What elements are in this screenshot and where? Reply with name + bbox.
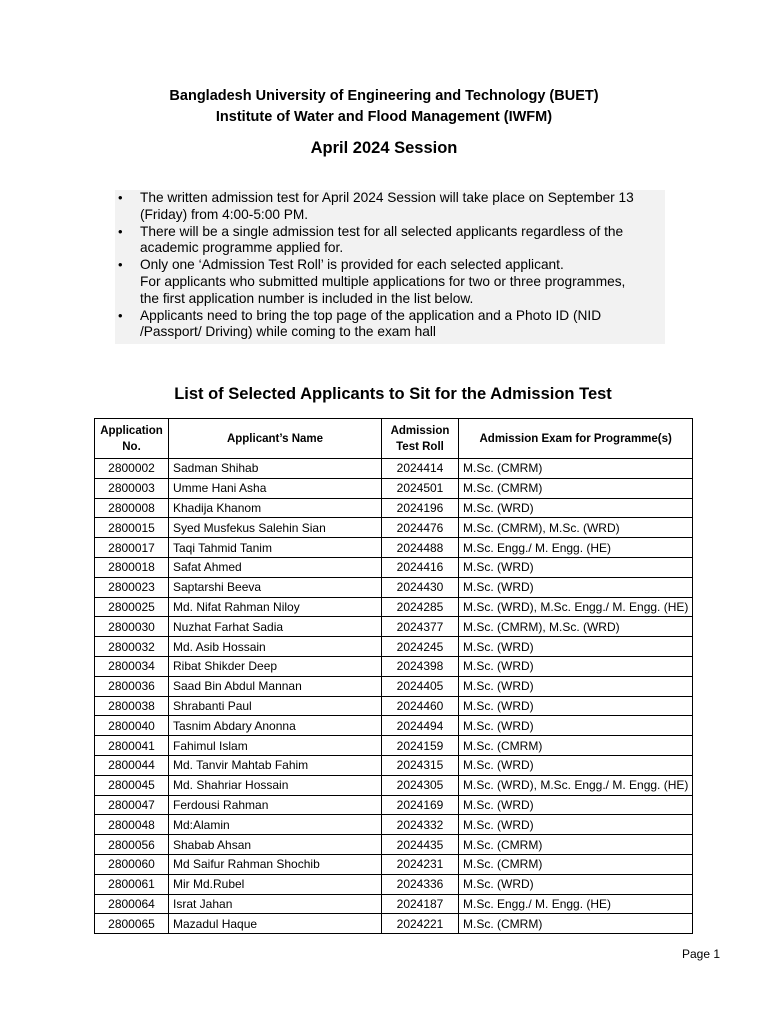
applicant-name-cell: Saptarshi Beeva — [169, 577, 382, 597]
test-roll-cell: 2024414 — [382, 459, 459, 479]
applicant-name-cell: Israt Jahan — [169, 894, 382, 914]
table-row — [95, 538, 693, 558]
programme-cell: M.Sc. Engg./ M. Engg. (HE) — [459, 538, 693, 558]
applicant-name-cell: Md. Tanvir Mahtab Fahim — [169, 755, 382, 775]
table-row — [95, 894, 693, 914]
table-row — [95, 874, 693, 894]
notice-item — [115, 224, 665, 258]
programme-cell: M.Sc. (WRD) — [459, 676, 693, 696]
institute-name: Institute of Water and Flood Management (IWFM) — [215, 109, 553, 125]
applicant-name-cell: Shrabanti Paul — [169, 696, 382, 716]
list-title: List of Selected Applicants to Sit for the Admission Test — [174, 385, 612, 403]
applicant-name-cell: Tasnim Abdary Anonna — [169, 716, 382, 736]
application-no-cell: 2800023 — [95, 577, 169, 597]
test-roll-cell: 2024460 — [382, 696, 459, 716]
test-roll-cell: 2024332 — [382, 815, 459, 835]
table-row — [95, 478, 693, 498]
header-application-no — [95, 419, 169, 459]
application-no-cell: 2800040 — [95, 716, 169, 736]
table-row — [95, 676, 693, 696]
applicant-name-cell: Syed Musfekus Salehin Sian — [169, 518, 382, 538]
table-row — [95, 617, 693, 637]
notice-box — [115, 190, 665, 344]
bullet-icon: • — [118, 307, 123, 323]
programme-cell: M.Sc. (WRD) — [459, 498, 693, 518]
application-no-cell: 2800018 — [95, 557, 169, 577]
programme-cell: M.Sc. (CMRM) — [459, 459, 693, 479]
programme-cell: M.Sc. (CMRM) — [459, 835, 693, 855]
applicant-name-cell: Safat Ahmed — [169, 557, 382, 577]
page-number: Page 1 — [682, 947, 721, 961]
application-no-cell: 2800061 — [95, 874, 169, 894]
programme-cell: M.Sc. (CMRM) — [459, 914, 693, 934]
test-roll-cell: 2024501 — [382, 478, 459, 498]
table-row — [95, 795, 693, 815]
notice-line: The written admission test for April 2024 Session will take place on September 13 — [140, 190, 634, 205]
application-no-cell: 2800056 — [95, 835, 169, 855]
programme-cell: M.Sc. (CMRM), M.Sc. (WRD) — [459, 617, 693, 637]
applicant-name-cell: Mazadul Haque — [169, 914, 382, 934]
applicant-name-cell: Md:Alamin — [169, 815, 382, 835]
application-no-cell: 2800008 — [95, 498, 169, 518]
applicant-name-cell: Khadija Khanom — [169, 498, 382, 518]
programme-cell: M.Sc. Engg./ M. Engg. (HE) — [459, 894, 693, 914]
notice-line: /Passport/ Driving) while coming to the exam hall — [140, 324, 436, 340]
test-roll-cell: 2024416 — [382, 557, 459, 577]
applicant-name-cell: Nuzhat Farhat Sadia — [169, 617, 382, 637]
header-test-roll — [382, 419, 459, 459]
notice-line: the first application number is included in the list below. — [140, 290, 474, 306]
programme-cell: M.Sc. (CMRM), M.Sc. (WRD) — [459, 518, 693, 538]
table-row — [95, 557, 693, 577]
application-no-cell: 2800047 — [95, 795, 169, 815]
application-no-cell: 2800048 — [95, 815, 169, 835]
applicant-name-cell: Umme Hani Asha — [169, 478, 382, 498]
application-no-cell: 2800032 — [95, 637, 169, 657]
application-no-cell: 2800017 — [95, 538, 169, 558]
bullet-icon: • — [118, 223, 123, 239]
header-programme: Admission Exam for Programme(s) — [459, 419, 693, 459]
notice-line: Only one ‘Admission Test Roll’ is provided for each selected applicant. — [140, 257, 564, 273]
header-applicant-name: Applicant’s Name — [169, 419, 382, 459]
application-no-cell: 2800045 — [95, 775, 169, 795]
applicant-name-cell: Saad Bin Abdul Mannan — [169, 676, 382, 696]
programme-cell: M.Sc. (WRD) — [459, 557, 693, 577]
table-row — [95, 577, 693, 597]
table-row — [95, 459, 693, 479]
notice-line: For applicants who submitted multiple applications for two or three programmes, — [140, 273, 626, 289]
notice-item — [115, 257, 665, 307]
test-roll-cell: 2024159 — [382, 736, 459, 756]
notice-line: academic programme applied for. — [140, 240, 344, 256]
programme-cell: M.Sc. (WRD) — [459, 637, 693, 657]
application-no-cell: 2800041 — [95, 736, 169, 756]
table-row — [95, 736, 693, 756]
table-header-row — [95, 419, 693, 459]
table-row — [95, 498, 693, 518]
applicants-table — [94, 418, 693, 934]
notice-item — [115, 190, 665, 224]
programme-cell: M.Sc. (WRD) — [459, 755, 693, 775]
test-roll-cell: 2024245 — [382, 637, 459, 657]
table-row — [95, 656, 693, 676]
table-row — [95, 854, 693, 874]
notice-item — [115, 308, 665, 342]
applicant-name-cell: Taqi Tahmid Tanim — [169, 538, 382, 558]
programme-cell: M.Sc. (CMRM) — [459, 736, 693, 756]
test-roll-cell: 2024336 — [382, 874, 459, 894]
test-roll-cell: 2024405 — [382, 676, 459, 696]
university-name: Bangladesh University of Engineering and Technology (BUET) — [169, 88, 599, 104]
test-roll-cell: 2024494 — [382, 716, 459, 736]
application-no-cell: 2800065 — [95, 914, 169, 934]
session-title: April 2024 Session — [310, 139, 458, 157]
test-roll-cell: 2024315 — [382, 755, 459, 775]
application-no-cell: 2800030 — [95, 617, 169, 637]
applicant-name-cell: Fahimul Islam — [169, 736, 382, 756]
applicant-name-cell: Ferdousi Rahman — [169, 795, 382, 815]
test-roll-cell: 2024169 — [382, 795, 459, 815]
application-no-cell: 2800044 — [95, 755, 169, 775]
application-no-cell: 2800015 — [95, 518, 169, 538]
test-roll-cell: 2024196 — [382, 498, 459, 518]
notice-list — [115, 190, 665, 341]
table-row — [95, 775, 693, 795]
application-no-cell: 2800034 — [95, 656, 169, 676]
table-row — [95, 518, 693, 538]
applicant-name-cell: Md Saifur Rahman Shochib — [169, 854, 382, 874]
programme-cell: M.Sc. (WRD) — [459, 795, 693, 815]
test-roll-cell: 2024430 — [382, 577, 459, 597]
test-roll-cell: 2024398 — [382, 656, 459, 676]
header-test-roll-line2: Test Roll — [396, 440, 444, 453]
test-roll-cell: 2024377 — [382, 617, 459, 637]
bullet-icon: • — [118, 257, 123, 273]
programme-cell: M.Sc. (WRD) — [459, 696, 693, 716]
applicant-name-cell: Sadman Shihab — [169, 459, 382, 479]
test-roll-cell: 2024221 — [382, 914, 459, 934]
application-no-cell: 2800064 — [95, 894, 169, 914]
programme-cell: M.Sc. (WRD) — [459, 656, 693, 676]
table-row — [95, 835, 693, 855]
header-application-no-line1: Application — [100, 424, 163, 437]
header-application-no-line2: No. — [122, 440, 141, 453]
programme-cell: M.Sc. (WRD), M.Sc. Engg./ M. Engg. (HE) — [459, 775, 693, 795]
applicant-name-cell: Md. Asib Hossain — [169, 637, 382, 657]
applicant-name-cell: Shabab Ahsan — [169, 835, 382, 855]
applicant-name-cell: Md. Nifat Rahman Niloy — [169, 597, 382, 617]
table-row — [95, 597, 693, 617]
programme-cell: M.Sc. (CMRM) — [459, 478, 693, 498]
programme-cell: M.Sc. (WRD), M.Sc. Engg./ M. Engg. (HE) — [459, 597, 693, 617]
notice-line: (Friday) from 4:00-5:00 PM. — [140, 206, 309, 222]
programme-cell: M.Sc. (WRD) — [459, 874, 693, 894]
application-no-cell: 2800002 — [95, 459, 169, 479]
application-no-cell: 2800025 — [95, 597, 169, 617]
test-roll-cell: 2024231 — [382, 854, 459, 874]
table-row — [95, 755, 693, 775]
header-test-roll-line1: Admission — [390, 424, 450, 437]
table-row — [95, 716, 693, 736]
application-no-cell: 2800003 — [95, 478, 169, 498]
test-roll-cell: 2024305 — [382, 775, 459, 795]
programme-cell: M.Sc. (WRD) — [459, 577, 693, 597]
test-roll-cell: 2024187 — [382, 894, 459, 914]
table-row — [95, 914, 693, 934]
programme-cell: M.Sc. (WRD) — [459, 716, 693, 736]
bullet-icon: • — [118, 190, 123, 205]
applicant-name-cell: Ribat Shikder Deep — [169, 656, 382, 676]
applicant-name-cell: Md. Shahriar Hossain — [169, 775, 382, 795]
table-row — [95, 815, 693, 835]
test-roll-cell: 2024476 — [382, 518, 459, 538]
test-roll-cell: 2024488 — [382, 538, 459, 558]
table-row — [95, 696, 693, 716]
notice-line: Applicants need to bring the top page of the application and a Photo ID (NID — [140, 307, 602, 323]
applicant-name-cell: Mir Md.Rubel — [169, 874, 382, 894]
application-no-cell: 2800038 — [95, 696, 169, 716]
test-roll-cell: 2024285 — [382, 597, 459, 617]
application-no-cell: 2800060 — [95, 854, 169, 874]
application-no-cell: 2800036 — [95, 676, 169, 696]
programme-cell: M.Sc. (CMRM) — [459, 854, 693, 874]
test-roll-cell: 2024435 — [382, 835, 459, 855]
programme-cell: M.Sc. (WRD) — [459, 815, 693, 835]
table-row — [95, 637, 693, 657]
notice-line: There will be a single admission test for all selected applicants regardless of the — [140, 223, 624, 239]
table-body — [95, 459, 693, 934]
